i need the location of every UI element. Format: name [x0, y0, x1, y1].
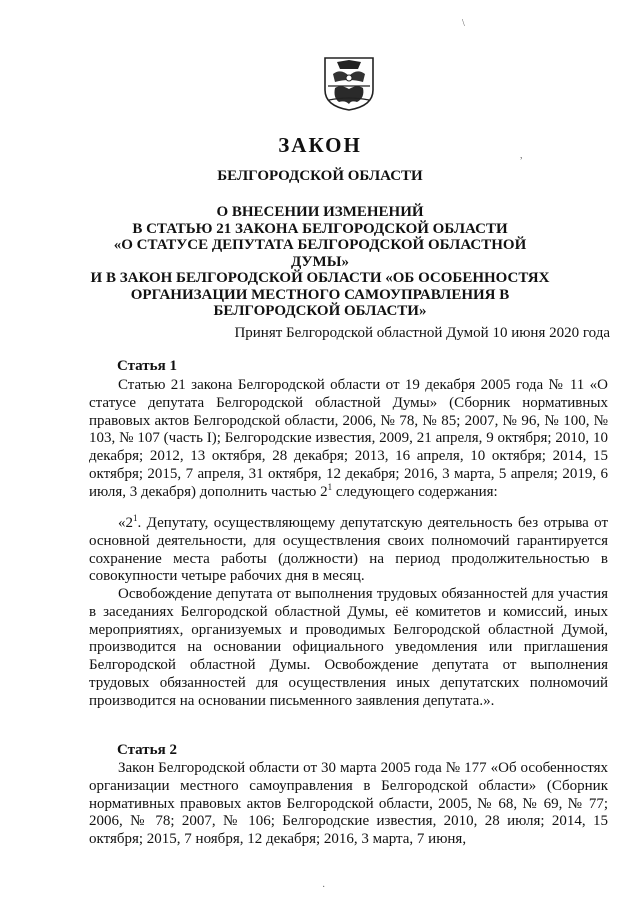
- scan-mark: \: [462, 18, 465, 29]
- article-1-paragraph-2: «$2^1$. Депутату, осуществляющему депутатскую деятельность без отрыва от основной деятельности, для осуществления своих полномочий гарантируется сохранение места работы (должности) на период продолжительностью в совокупности четыре рабочих дня в месяц.: [89, 513, 608, 585]
- scan-mark: ,: [520, 150, 523, 161]
- article-1-paragraph-1: Статью 21 закона Белгородской области от 19 декабря 2005 года № 11 «О статусе депутата Белгородской областной Думы» (Сборник нормативных правовых актов Белгородской области, 2006, № 78, № 85; 2007, № 96, № 100, № 103, № 107 (часть I); Белгородские известия, 2009, 21 апреля, 9 октября; 2010, 10 декабря; 2012, 13 октября, 28 декабря; 2013, 16 апреля, 10 октября; 2014, 15 октября; 2015, 7 апреля, 31 октября, 12 декабря; 2016, 3 марта, 5 апреля; 2019, 6 июля, 3 декабря) дополнить частью $2^1$ следующего содержания:: [89, 377, 608, 500]
- article-2-title: Статья 2: [117, 742, 177, 758]
- article-1-title: Статья 1: [117, 358, 177, 374]
- scan-mark: ·: [322, 882, 326, 893]
- heading-line: «О СТАТУСЕ ДЕПУТАТА БЕЛГОРОДСКОЙ ОБЛАСТНОЙ ДУМЫ»: [113, 237, 527, 270]
- adoption-note: Принят Белгородской областной Думой 10 июня 2020 года: [234, 325, 610, 341]
- article-2-paragraph-1: Закон Белгородской области от 30 марта 2005 года № 177 «Об особенностях организации местного самоуправления в Белгородской области» (Сборник нормативных правовых актов Белгородской области, 2005, № 68, № 69, № 77; 2006, № 78; 2007, № 106; Белгородские известия, 2010, 28 июля; 2014, 15 октября; 2015, 7 ноября, 12 декабря; 2016, 3 марта, 7 июня,: [89, 760, 608, 848]
- heading-line: В СТАТЬЮ 21 ЗАКОНА БЕЛГОРОДСКОЙ ОБЛАСТИ: [132, 220, 508, 237]
- region-name: БЕЛГОРОДСКОЙ ОБЛАСТИ: [217, 168, 423, 184]
- law-heading: [90, 204, 550, 320]
- heading-line: И В ЗАКОН БЕЛГОРОДСКОЙ ОБЛАСТИ «ОБ ОСОБЕННОСТЯХ: [90, 270, 550, 286]
- article-1-paragraph-3: Освобождение депутата от выполнения трудовых обязанностей для участия в заседаниях Белгородской областной Думы, её комитетов и комиссий, иных мероприятиях, организуемых и проводимых Белгородской областной Думой, производится на основании официального уведомления или приглашения Белгородской областной Думы. Освобождение депутата от выполнения трудовых обязанностей для осуществления иных депутатских полномочий производится на основании письменного заявления депутата.».: [89, 586, 608, 709]
- heading-line: ОРГАНИЗАЦИИ МЕСТНОГО САМОУПРАВЛЕНИЯ В: [130, 286, 510, 303]
- coat-of-arms-icon: [323, 56, 375, 112]
- heading-line: БЕЛГОРОДСКОЙ ОБЛАСТИ»: [213, 303, 427, 319]
- document-title: ЗАКОН: [278, 133, 362, 157]
- heading-line: О ВНЕСЕНИИ ИЗМЕНЕНИЙ: [216, 204, 424, 220]
